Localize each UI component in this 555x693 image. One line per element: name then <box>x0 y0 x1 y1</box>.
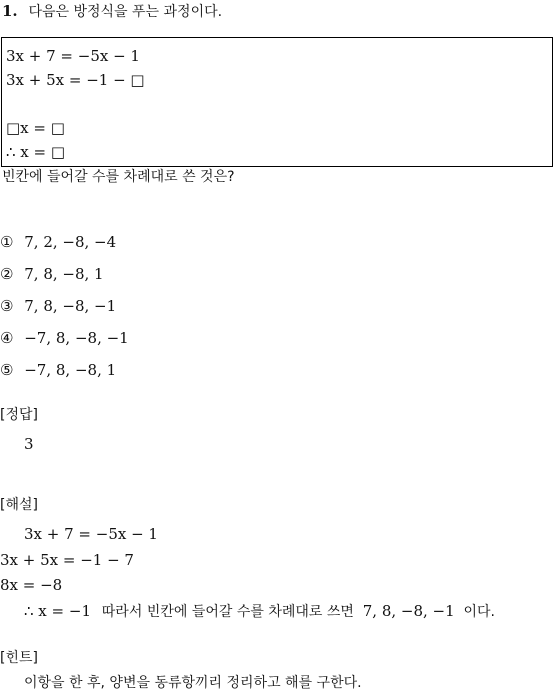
solution-line-3: 8x = −8 <box>0 576 63 594</box>
box-line-1: 3x + 7 = −5x − 1 <box>6 47 140 65</box>
choice-mark: ② <box>0 265 14 283</box>
hint-text: 이항을 한 후, 양변을 동류항끼리 정리하고 해를 구한다. <box>24 675 362 691</box>
solution-label: [해설] <box>0 497 38 513</box>
question-number: 1. <box>2 2 18 20</box>
solution-conclusion-values: 7, 8, −8, −1 <box>362 602 455 620</box>
choice-1[interactable] <box>0 232 116 252</box>
solution-conclusion-math: ∴ x = −1 <box>24 602 91 620</box>
choice-value: −7, 8, −8, −1 <box>24 329 129 347</box>
choice-value: 7, 8, −8, −1 <box>24 297 117 315</box>
choice-value: 7, 8, −8, 1 <box>24 265 104 283</box>
choice-2[interactable] <box>0 264 104 284</box>
choice-mark: ⑤ <box>0 361 14 379</box>
question-text: 다음은 방정식을 푸는 과정이다. <box>28 4 223 20</box>
choice-3[interactable] <box>0 296 116 316</box>
box-line-4: ∴ x = □ <box>6 143 66 161</box>
choice-mark: ③ <box>0 297 14 315</box>
hint-label: [힌트] <box>0 650 38 666</box>
solution-conclusion-text-2: 이다. <box>463 604 495 620</box>
choice-5[interactable] <box>0 360 116 380</box>
question-header <box>2 1 222 22</box>
solution-line-1: 3x + 7 = −5x − 1 <box>24 525 158 543</box>
choice-value: −7, 8, −8, 1 <box>24 361 117 379</box>
answer-value: 3 <box>24 435 34 453</box>
choice-4[interactable] <box>0 328 129 348</box>
box-line-3: □x = □ <box>6 119 65 137</box>
solution-line-4 <box>24 601 495 622</box>
choice-mark: ④ <box>0 329 14 347</box>
choice-mark: ① <box>0 233 14 251</box>
question-prompt: 빈칸에 들어갈 수를 차례대로 쓴 것은? <box>2 169 235 185</box>
solution-conclusion-text-1: 따라서 빈칸에 들어갈 수를 차례대로 쓰면 <box>101 604 354 620</box>
choice-value: 7, 2, −8, −4 <box>24 233 117 251</box>
answer-label: [정답] <box>0 407 38 423</box>
solution-line-2: 3x + 5x = −1 − 7 <box>0 551 134 569</box>
box-line-2: 3x + 5x = −1 − □ <box>6 71 145 89</box>
